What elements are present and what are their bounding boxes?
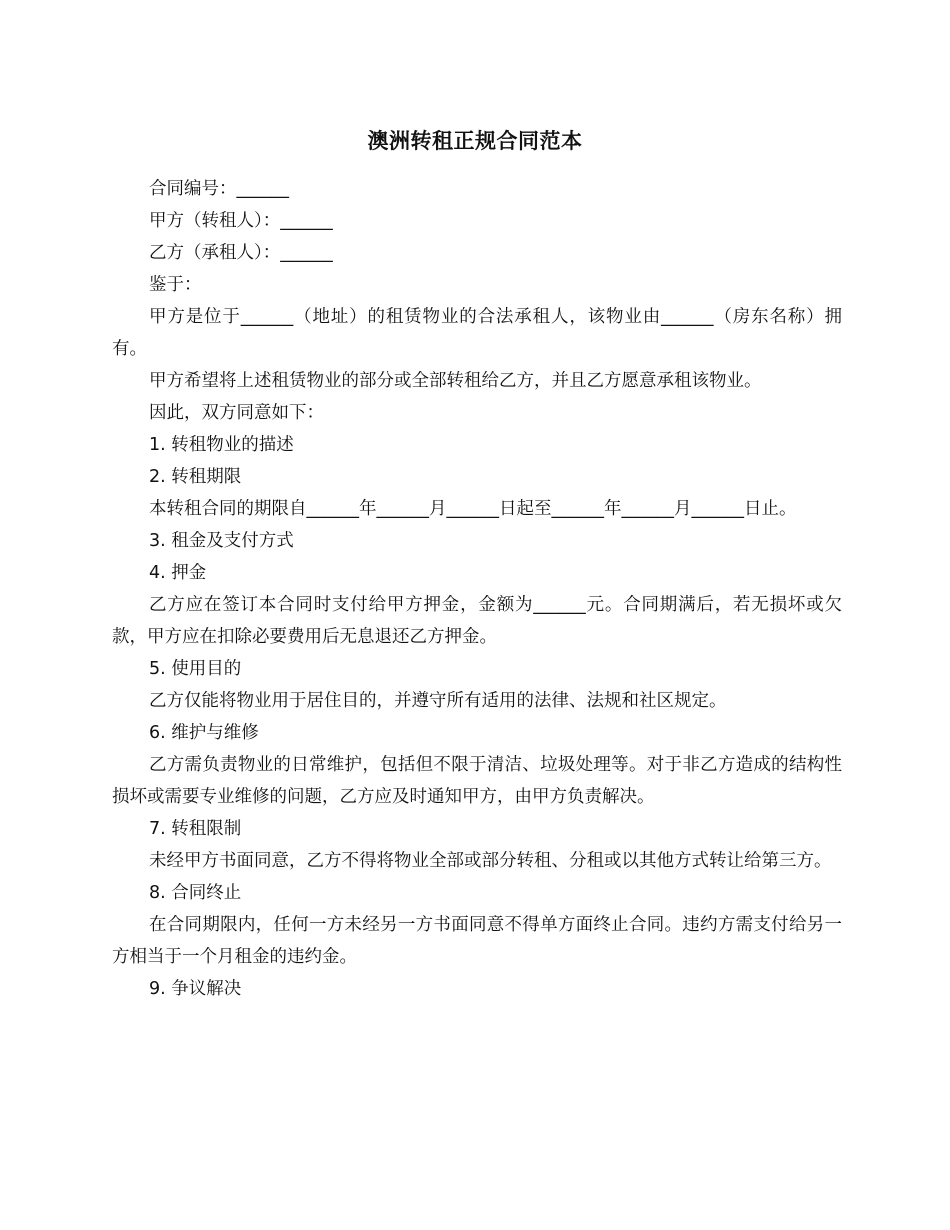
whereas-clause-1: 甲方是位于______（地址）的租赁物业的合法承租人，该物业由______（房东名称）拥有。 <box>112 307 842 359</box>
whereas-heading: 鉴于： <box>149 275 202 295</box>
section-heading-1: 1. 转租物业的描述 <box>149 435 294 455</box>
agreement-intro: 因此，双方同意如下： <box>149 403 324 423</box>
section-2-text: 本转租合同的期限自______年______月______日起至______年______月______日止。 <box>149 499 797 519</box>
section-5-text: 乙方仅能将物业用于居住目的，并遵守所有适用的法律、法规和社区规定。 <box>149 691 727 711</box>
section-heading-5: 5. 使用目的 <box>149 659 242 679</box>
contract-number-line: 合同编号：______ <box>149 179 289 199</box>
party-b-line: 乙方（承租人）：______ <box>149 243 333 263</box>
document-title: 澳洲转租正规合同范本 <box>367 129 583 153</box>
section-heading-4: 4. 押金 <box>149 563 207 583</box>
section-8-text: 在合同期限内，任何一方未经另一方书面同意不得单方面终止合同。违约方需支付给另一方相当于一个月租金的违约金。 <box>112 915 842 967</box>
section-heading-3: 3. 租金及支付方式 <box>149 531 294 551</box>
whereas-clause-2: 甲方希望将上述租赁物业的部分或全部转租给乙方，并且乙方愿意承租该物业。 <box>149 371 762 391</box>
section-4-text: 乙方应在签订本合同时支付给甲方押金，金额为______元。合同期满后，若无损坏或欠款，甲方应在扣除必要费用后无息退还乙方押金。 <box>112 595 842 647</box>
section-7-text: 未经甲方书面同意，乙方不得将物业全部或部分转租、分租或以其他方式转让给第三方。 <box>149 851 832 871</box>
section-heading-6: 6. 维护与维修 <box>149 723 259 743</box>
section-6-text: 乙方需负责物业的日常维护，包括但不限于清洁、垃圾处理等。对于非乙方造成的结构性损坏或需要专业维修的问题，乙方应及时通知甲方，由甲方负责解决。 <box>112 755 842 807</box>
section-heading-8: 8. 合同终止 <box>149 883 242 903</box>
document-body <box>112 173 842 1005</box>
section-heading-7: 7. 转租限制 <box>149 819 242 839</box>
section-heading-2: 2. 转租期限 <box>149 467 242 487</box>
section-heading-9: 9. 争议解决 <box>149 979 242 999</box>
party-a-line: 甲方（转租人）：______ <box>149 211 333 231</box>
